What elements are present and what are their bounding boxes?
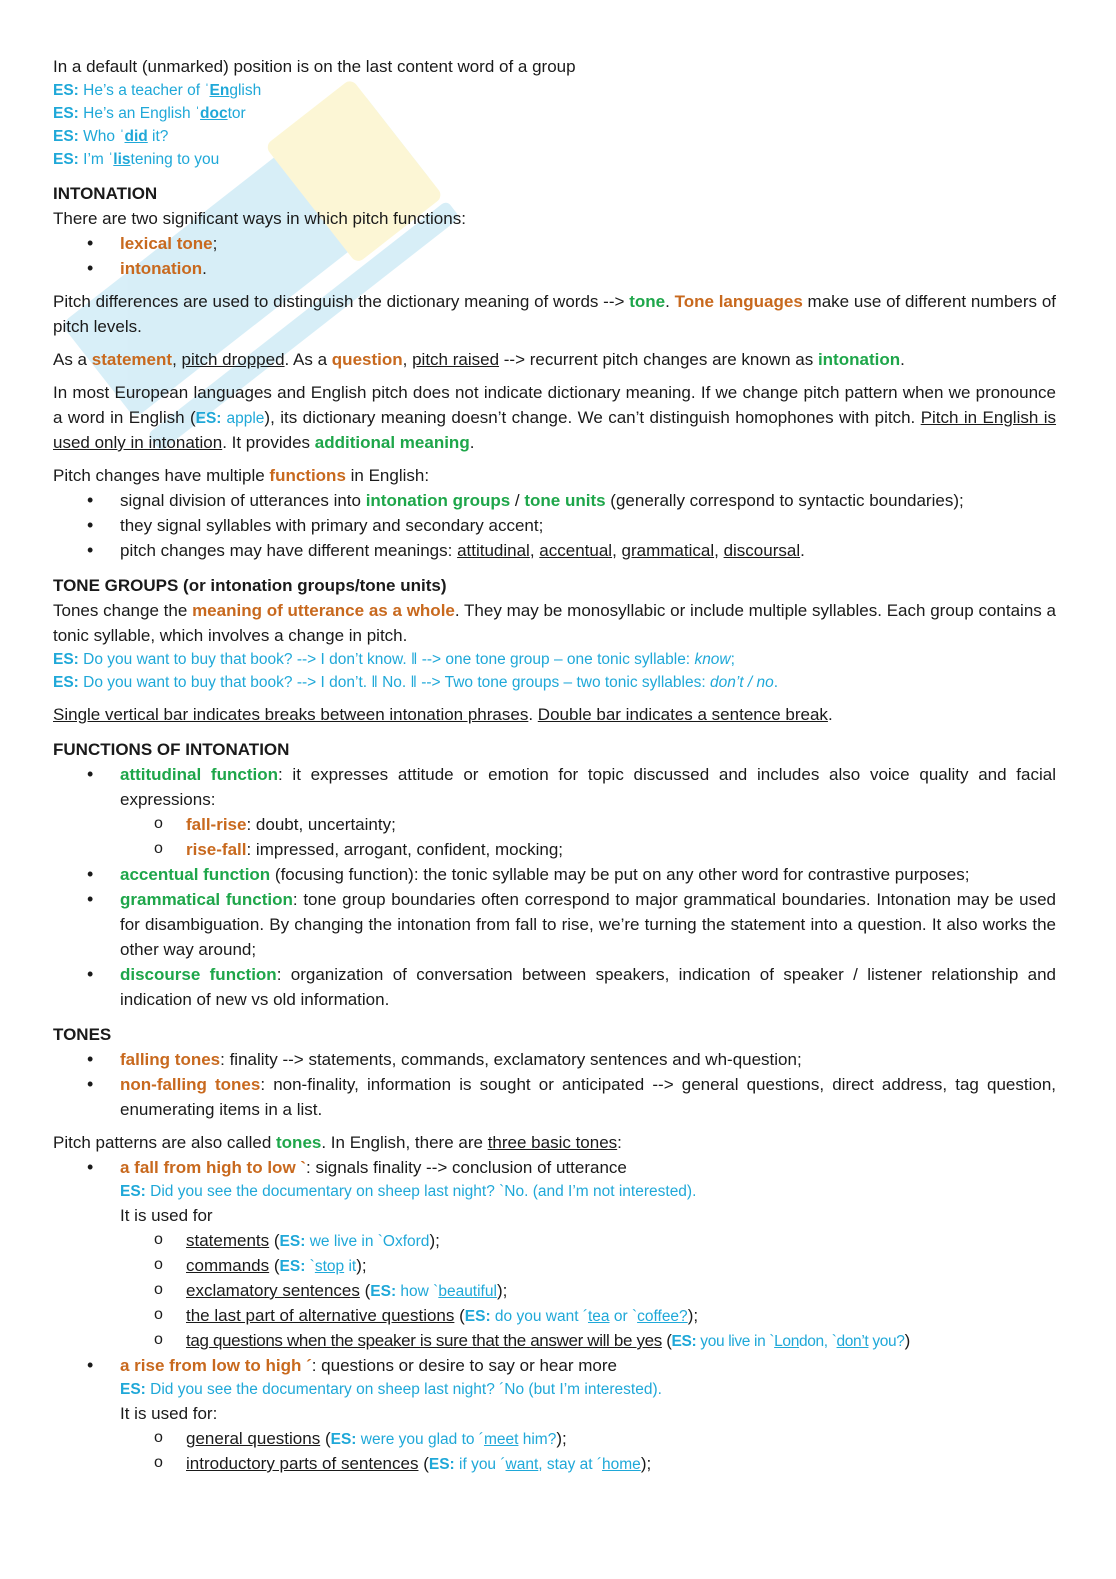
paragraph: Pitch differences are used to distinguish the dictionary meaning of words --> tone. Tone languages make use of different numbers of pitch levels. [53, 292, 1056, 336]
example: ES: I’m ˈlistening to you [53, 151, 220, 168]
example: ES: Who ˈdid it? [53, 128, 169, 145]
list-item: • a fall from high to low `: signals finality --> conclusion of utterance ES: Did you see the documentary on sheep last night? `No. (and I’m not interested). It is used for o statements (ES: we live in `Oxford); o commands (ES: `stop it); o exclamatory sentences (ES: how `beautiful); o the last part of alternative questions (ES: do you want ´tea or `coffee?); o tag questions when the speaker is sure that the answer will be yes (ES: you live in `London, `don’t you?) [53, 1155, 1056, 1353]
example: ES: Did you see the documentary on sheep last night? `No. (and I’m not interested). [120, 1183, 697, 1200]
sub-list [120, 1426, 1056, 1476]
example: ES: Do you want to buy that book? --> I don’t know. ‖ --> one tone group – one tonic syllable: know; [53, 651, 735, 668]
paragraph: There are two significant ways in which pitch functions: [53, 209, 466, 228]
paragraph: It is used for [120, 1206, 213, 1225]
bullet-list [53, 1155, 1056, 1476]
bullet-list [53, 231, 1056, 281]
list-item: o fall-rise: doubt, uncertainty; [53, 812, 1056, 837]
list-item: o statements (ES: we live in `Oxford); [53, 1228, 1056, 1253]
list-item: • grammatical function: tone group boundaries often correspond to major grammatical boundaries. Intonation may be used for disambiguation. By changing the intonation from fall to rise, we’re turning the statement into a question. It also works the other way around; [53, 887, 1056, 962]
list-item: • attitudinal function: it expresses attitude or emotion for topic discussed and includes also voice quality and facial expressions: o fall-rise: doubt, uncertainty; o rise-fall: impressed, arrogant, confident, mocking; [53, 762, 1056, 862]
list-item: o general questions (ES: were you glad to ´meet him?); [53, 1426, 1056, 1451]
list-item: o rise-fall: impressed, arrogant, confident, mocking; [53, 837, 1056, 862]
list-item: o tag questions when the speaker is sure that the answer will be yes (ES: you live in `London, `don’t you?) [53, 1328, 1056, 1353]
section-heading: TONE GROUPS (or intonation groups/tone units) [53, 576, 447, 595]
example: ES: He’s a teacher of ˈEnglish [53, 82, 262, 99]
list-item: • a rise from low to high ´: questions or desire to say or hear more ES: Did you see the documentary on sheep last night? ´No (but I’m interested). It is used for: o general questions (ES: were you glad to ´meet him?); o introductory parts of sentences (ES: if you ´want, stay at ´home); [53, 1353, 1056, 1476]
section-heading: INTONATION [53, 184, 158, 203]
list-item: o the last part of alternative questions (ES: do you want ´tea or `coffee?); [53, 1303, 1056, 1328]
paragraph: As a statement, pitch dropped. As a question, pitch raised --> recurrent pitch changes are known as intonation. [53, 350, 905, 369]
list-item: • falling tones: finality --> statements, commands, exclamatory sentences and wh-question; [53, 1047, 1056, 1072]
list-item: • non-falling tones: non-finality, information is sought or anticipated --> general questions, direct address, tag question, enumerating items in a list. [53, 1072, 1056, 1122]
paragraph: Pitch patterns are also called tones. In English, there are three basic tones: [53, 1133, 622, 1152]
example: ES: Did you see the documentary on sheep last night? ´No (but I’m interested). [120, 1381, 662, 1398]
paragraph: Pitch changes have multiple functions in English: [53, 466, 430, 485]
sub-list [120, 1228, 1056, 1353]
list-item: o commands (ES: `stop it); [53, 1253, 1056, 1278]
bullet-list [53, 762, 1056, 1012]
list-item: • pitch changes may have different meanings: attitudinal, accentual, grammatical, discoursal. [53, 538, 1056, 563]
paragraph: Single vertical bar indicates breaks between intonation phrases. Double bar indicates a sentence break. [53, 705, 833, 724]
list-item: • they signal syllables with primary and secondary accent; [53, 513, 1056, 538]
example: ES: Do you want to buy that book? --> I don’t. ‖ No. ‖ --> Two tone groups – two tonic syllables: don’t / no. [53, 674, 779, 691]
example: ES: He’s an English ˈdoctor [53, 105, 246, 122]
sub-list [120, 812, 1056, 862]
section-heading: FUNCTIONS OF INTONATION [53, 740, 290, 759]
intro-line: In a default (unmarked) position is on the last content word of a group [53, 57, 576, 76]
bullet-list [53, 488, 1056, 563]
list-item: • intonation. [53, 256, 1056, 281]
paragraph: In most European languages and English pitch does not indicate dictionary meaning. If we change pitch pattern when we pronounce a word in English (ES: apple), its dictionary meaning doesn’t change. We can’t distinguish homophones with pitch. Pitch in English is used only in intonation. It provides additional meaning. [53, 383, 1057, 452]
list-item: • lexical tone; [53, 231, 1056, 256]
bullet-list [53, 1047, 1056, 1122]
list-item: • discourse function: organization of conversation between speakers, indication of speaker / listener relationship and indication of new vs old information. [53, 962, 1056, 1012]
list-item: • signal division of utterances into intonation groups / tone units (generally correspond to syntactic boundaries); [53, 488, 1056, 513]
section-heading: TONES [53, 1025, 112, 1044]
paragraph: Tones change the meaning of utterance as a whole. They may be monosyllabic or include multiple syllables. Each group contains a tonic syllable, which involves a change in pitch. [53, 601, 1056, 645]
paragraph: It is used for: [120, 1404, 218, 1423]
list-item: • accentual function (focusing function): the tonic syllable may be put on any other word for contrastive purposes; [53, 862, 1056, 887]
list-item: o introductory parts of sentences (ES: if you ´want, stay at ´home); [53, 1451, 1056, 1476]
list-item: o exclamatory sentences (ES: how `beautiful); [53, 1278, 1056, 1303]
